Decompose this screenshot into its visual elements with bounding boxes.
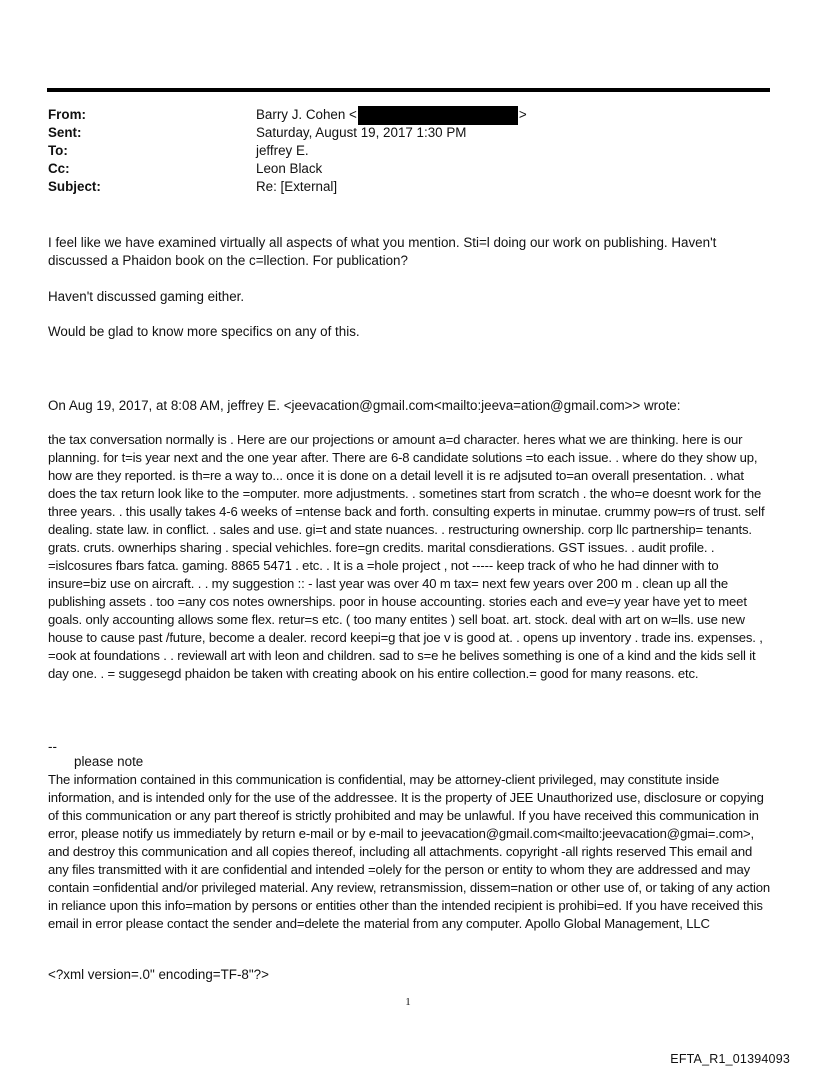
from-label: From:: [48, 107, 86, 122]
page-number: 1: [405, 996, 411, 1008]
to-label: To:: [48, 143, 68, 158]
sent-row: [48, 124, 768, 142]
confidentiality-disclaimer: The information contained in this communication is confidential, may be attorney-client privileged, may constitute inside information, and is intended only for the use of the addressee. It is the property of JEE Unauthorized use, disclosure or copying of this communication or any part thereof is strictly prohibited and may be unlawful. If you have received this communication in error, please notify us immediately by return e-mail or by e-mail to jeevacation@gmail.com<mailto:jeevacation@gmai=.com>, and destroy this communication and all copies thereof, including all attachments. copyright -all rights reserved This email and any files transmitted with it are confidential and intended =olely for the person or entity to whom they are addressed and may contain =onfidential and/or privileged material. Any review, retransmission, dissem=nation or other use of, or taking of any action in reliance upon this info=mation by persons or entities other than the intended recipient is prohibi=ed. If you have received this email in error please contact the sender and=delete the material from any computer. Apollo Global Management, LLC: [48, 772, 771, 931]
reply-paragraph-1: I feel like we have examined virtually all aspects of what you mention. Sti=l doing our work on publishing. Haven't discussed a Phaidon book on the c=llection. For publication?: [48, 235, 717, 268]
cc-row: [48, 160, 768, 178]
sent-value: Saturday, August 19, 2017 1:30 PM: [256, 125, 467, 140]
from-name: Barry J. Cohen <: [256, 107, 357, 122]
signature-dashes: --: [48, 739, 57, 754]
from-close: >: [518, 107, 527, 122]
to-row: [48, 142, 768, 160]
from-row: [48, 106, 768, 124]
reply-paragraph-2: Haven't discussed gaming either.: [48, 289, 245, 304]
header-rule: [47, 88, 770, 92]
please-note: please note: [74, 754, 144, 769]
from-value: [256, 106, 527, 124]
subject-value: Re: [External]: [256, 179, 338, 194]
to-value: jeffrey E.: [256, 143, 309, 158]
quoted-intro: On Aug 19, 2017, at 8:08 AM, jeffrey E. <jeevacation@gmail.com<mailto:jeeva=ation@gmail.com>> wrote:: [48, 398, 681, 413]
email-header: [48, 106, 768, 196]
quoted-body: the tax conversation normally is . Here are our projections or amount a=d character. heres what we are thinking. here is our planning. for t=is year next and the one year after. There are 6-8 candidate solutions =to each issue. . where do they show up, how are they reported. is th=re a way to... once it is done on a detail levell it is re adjsuted to=an overall presentation. . what does the tax return look like to the =omputer. more adjustments. . sometines start from scratch . the who=e doesnt work for the three years. . this usally takes 4-6 weeks of =ntense back and forth. consulting experts in minutae. crummy pow=rs of trust. self dealing. state law. in conflict. . sales and use. gi=t and state nuances. . restructuring ownership. corp llc partnership= tenants. grats. cruts. ownerhips sharing . special vehichles. fore=gn credits. marital consdierations. GST issues. . audit profile. . =islcosures fbars fatca. gaming. 8865 5471 . etc. . It is a =hole project , not ----- keep track of who he had dinner with to insure=biz use on aircraft. . . my suggestion :: - last year was over 40 m tax= next few years over 200 m . clean up all the publishing assets . too =any cos notes ownerships. poor in house accounting. stories each and eve=y year have yet to meet goals. only accounting allows some flex. retur=s etc. ( too many entites ) sell boat. art. stock. deal with art on w=lls. use new house to cause past /future, become a dealer. record keepi=g that joe v is good at. . opens up inventory . trade ins. expenses. , =ook at foundations . . reviewall art with leon and children. sad to s=e he belives something is one of a kind and the kids sell it day one. . = suggesegd phaidon be taken with creating abook on his entire collection.= good for many reasons. etc.: [48, 432, 765, 681]
document-id: EFTA_R1_01394093: [670, 1052, 790, 1066]
xml-declaration: <?xml version=.0" encoding=TF-8"?>: [48, 967, 269, 982]
sent-label: Sent:: [48, 125, 82, 140]
subject-row: [48, 178, 768, 196]
subject-label: Subject:: [48, 179, 101, 194]
reply-paragraph-3: Would be glad to know more specifics on any of this.: [48, 324, 360, 339]
redaction-box: [358, 106, 518, 125]
cc-value: Leon Black: [256, 161, 323, 176]
cc-label: Cc:: [48, 161, 70, 176]
